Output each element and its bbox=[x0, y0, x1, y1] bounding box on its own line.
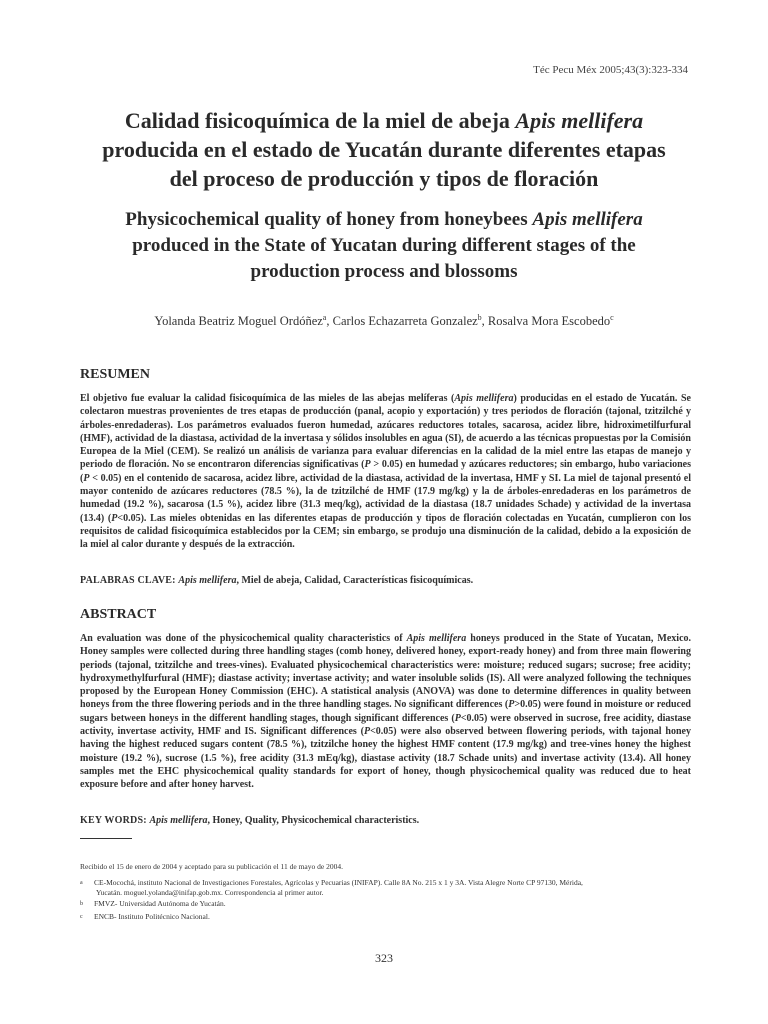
page-number: 323 bbox=[375, 951, 393, 965]
author-2: Carlos Echazarreta Gonzalez bbox=[332, 314, 478, 329]
title-en-line2: produced in the State of Yucatan during different stages of the bbox=[132, 235, 636, 256]
resumen-text: < 0.05) en el contenido de sacarosa, acidez libre, actividad de la diastasa, actividad de la invertasa, HMF y SI. La miel de tajonal presentó el mayor contenido de azúcares reductores (78.5 %), la de tzitzilché de HMF (17.9 mg/kg) y la de árboles-enredaderas en los parámetros de humedad (19.2 %), sacarosa (1.5 %), acidez libre (31.3 meq/kg), actividad de la diastasa (18.7 unidades Schade) y actividad de la invertasa (13.4) ( bbox=[80, 472, 691, 524]
title-en-line1 bbox=[125, 209, 642, 230]
resumen-species: Apis mellifera bbox=[454, 393, 514, 404]
key-words bbox=[80, 815, 691, 826]
title-es-line1 bbox=[125, 108, 643, 133]
author-separator: , bbox=[481, 314, 488, 329]
palabras-clave-species: Apis mellifera bbox=[178, 575, 237, 586]
title-en-line3: production process and blossoms bbox=[250, 261, 518, 282]
title-es-line3: del proceso de producción y tipos de floración bbox=[169, 166, 599, 191]
abstract-body bbox=[80, 632, 691, 792]
title-es-species: Apis mellifera bbox=[515, 108, 644, 133]
abstract-stat: P bbox=[454, 712, 461, 724]
abstract-stat: P bbox=[364, 726, 371, 738]
title-es-line1-text: Calidad fisicoquímica de la miel de abeja bbox=[124, 108, 516, 133]
footnote-a bbox=[80, 878, 695, 888]
title-en-line1-text: Physicochemical quality of honey from honeybees bbox=[125, 209, 533, 230]
abstract-stat: P bbox=[508, 699, 515, 711]
author-3-affiliation: c bbox=[610, 313, 614, 322]
footnote-c-mark: c bbox=[80, 914, 83, 920]
resumen-stat: P bbox=[83, 472, 90, 484]
abstract-species: Apis mellifera bbox=[406, 633, 467, 644]
author-2-affiliation: b bbox=[477, 313, 482, 322]
palabras-clave-terms: , Miel de abeja, Calidad, Características fisicoquímicas. bbox=[236, 575, 474, 586]
resumen-heading: RESUMEN bbox=[80, 367, 151, 382]
key-words-species: Apis mellifera bbox=[149, 815, 208, 826]
footnote-b-mark: b bbox=[80, 901, 83, 907]
author-1-affiliation: a bbox=[322, 313, 327, 322]
resumen-text: ) producidas en el estado de Yucatán. Se colectaron muestras provenientes de tres etapas de producción (panal, acopio y exportación) y tres periodos de floración (tajonal, tzitzilché y árboles-enredaderas). Los parámetros evaluados fueron humedad, azúcares reductores totales, sacarosa, acidez libre, hidroximetilfurfural (HMF), actividad de la diastasa, actividad de la invertasa y sólidos insolubles en agua (SI), de acuerdo a las técnicas propuestas por la Comisión Europea de la Miel (CEM). Se realizó un análisis de varianza para evaluar diferencias en la calidad de la miel entre las etapas de manejo y periodo de floración. No se encontraron diferencias significativas ( bbox=[80, 393, 691, 471]
footnote-a-text: CE-Mocochá, instituto Nacional de Investigaciones Forestales, Agrícolas y Pecuarias (INIFAP). Calle 8A No. 215 x 1 y 3A. Vista Alegre Norte CP 97130, Mérida, bbox=[94, 878, 583, 887]
author-1: Yolanda Beatriz Moguel Ordóñez bbox=[154, 314, 323, 329]
palabras-clave bbox=[80, 575, 691, 586]
palabras-clave-label: PALABRAS CLAVE: bbox=[80, 575, 179, 586]
footnote-c bbox=[80, 912, 695, 922]
key-words-terms: , Honey, Quality, Physicochemical characteristics. bbox=[207, 815, 420, 826]
footnote-a-continued: Yucatán. moguel.yolanda@inifap.gob.mx. Correspondencia al primer autor. bbox=[96, 888, 324, 897]
footnote-received: Recibido el 15 de enero de 2004 y aceptado para su publicación el 11 de mayo de 2004. bbox=[80, 862, 343, 871]
title-es-line2: producida en el estado de Yucatán durante diferentes etapas bbox=[102, 137, 666, 162]
title-spanish bbox=[60, 106, 708, 193]
resumen-text: El objetivo fue evaluar la calidad fisicoquímica de las mieles de las abejas melíferas ( bbox=[80, 393, 455, 404]
title-en-species: Apis mellifera bbox=[532, 209, 643, 230]
key-words-label: KEY WORDS: bbox=[80, 815, 150, 826]
footnote-b-text: FMVZ- Universidad Autónoma de Yucatán. bbox=[94, 899, 226, 908]
footnote-a-mark: a bbox=[80, 880, 83, 886]
resumen-text: > 0.05) en humedad y azúcares reductores; sin embargo, hubo variaciones ( bbox=[80, 459, 691, 484]
resumen-text: <0.05). Las mieles obtenidas en las diferentes etapas de producción y tipos de floración colectadas en Yucatán, cumplieron con los requisitos de calidad fisicoquímica establecidos por la CEM; sin embargo, se produjo una disminución de la calidad, debido a la exposición de la miel al calor durante y después de la extracción. bbox=[80, 512, 691, 551]
resumen-stat: P bbox=[364, 459, 371, 471]
title-english bbox=[60, 207, 708, 285]
footnote-divider bbox=[80, 838, 132, 839]
abstract-heading: ABSTRACT bbox=[80, 607, 157, 622]
author-separator: , bbox=[326, 314, 333, 329]
journal-reference: Téc Pecu Méx 2005;43(3):323-334 bbox=[533, 64, 688, 76]
footnote-c-text: ENCB- Instituto Politécnico Nacional. bbox=[94, 912, 210, 921]
author-list bbox=[60, 313, 708, 329]
abstract-text: <0.05) were also observed between flowering periods, with tajonal honey having the highest reduced sugars content (78.5 %), tzitzilche honey the highest HMF content (17.9 mg/kg) and tree-vines honey the highest moisture (19.2 %), sucrose (1.5 %), free acidity (31.3 mEq/kg), diastase activity (18.7 Schade units) and invertase activity (13.4). All honey samples met the EHC physicochemical quality standards for export of honey, though physicochemical quality was reduced due to heat exposure before and after honey harvest. bbox=[80, 726, 691, 791]
resumen-body bbox=[80, 392, 691, 552]
resumen-stat: P bbox=[111, 512, 118, 524]
footnote-b bbox=[80, 899, 695, 909]
abstract-text: An evaluation was done of the physicochemical quality characteristics of bbox=[80, 633, 407, 644]
author-3: Rosalva Mora Escobedo bbox=[487, 314, 611, 329]
abstract-text: >0.05) were found in moisture or reduced sugars between honeys in the different handling stages, though significant differences ( bbox=[80, 699, 691, 724]
abstract-text: honeys produced in the State of Yucatan, Mexico. Honey samples were collected during three handling stages (comb honey, delivered honey, export-ready honey) and from three main flowering periods (tajonal, tzitzilche and trees-vines). Evaluated physicochemical characteristics were: moisture; reduced sugars; sucrose; free acidity; hydroxymethylfurfural (HMF); diastase activity; invertase activity; and water insoluble solids (IS). All were analyzed following the techniques proposed by the European Honey Commission (EHC). A statistical analysis (ANOVA) was done to determine differences in quality between honeys from the three flowering periods and in the three handling stages. No significant differences ( bbox=[80, 633, 692, 711]
abstract-text: <0.05) were observed in sucrose, free acidity, diastase activity, invertase activity, HMF and IS. Significant differences ( bbox=[80, 712, 691, 738]
